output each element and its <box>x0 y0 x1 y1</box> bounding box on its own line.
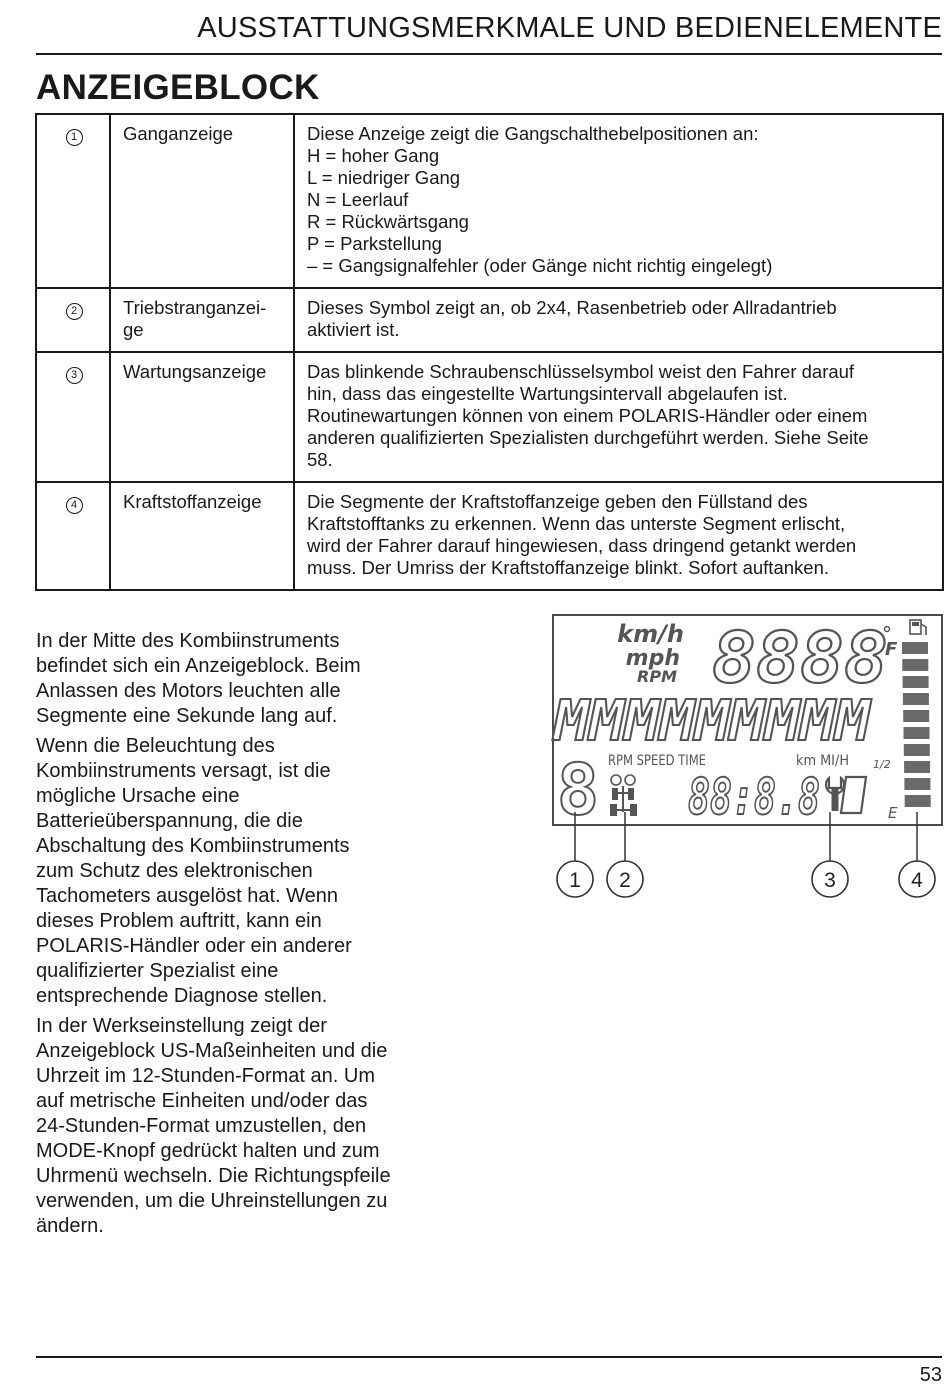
item-description-line: wird der Fahrer darauf hingewiesen, dass dringend getankt werden <box>307 535 857 556</box>
item-name: Kraftstoffanzeige <box>123 491 262 512</box>
body-line: dieses Problem auftritt, kann ein <box>36 910 322 932</box>
callout-number: 1 <box>569 869 581 892</box>
item-description-line: L = niedriger Gang <box>307 167 461 188</box>
body-line: POLARIS-Händler oder ein anderer <box>36 935 352 957</box>
item-description-line: 58. <box>307 449 333 470</box>
mode-labels: RPM SPEED TIME <box>608 753 706 769</box>
body-line: Batterieüberspannung, die die <box>36 810 303 832</box>
item-name: Ganganzeige <box>123 123 234 144</box>
fuel-segment <box>904 761 930 773</box>
section-title: ANZEIGEBLOCK <box>36 68 320 107</box>
item-name: ge <box>123 319 144 340</box>
body-line: Segmente eine Sekunde lang auf. <box>36 705 338 727</box>
body-line: ändern. <box>36 1215 104 1237</box>
item-description-line: Die Segmente der Kraftstoffanzeige geben den Füllstand des <box>307 491 808 512</box>
body-line: mögliche Ursache eine <box>36 785 240 807</box>
fuel-segment <box>903 710 929 722</box>
body-text <box>36 629 446 1244</box>
item-name: Triebstranganzei- <box>123 297 267 318</box>
body-paragraph <box>36 1014 446 1239</box>
fuel-segment <box>902 642 928 654</box>
body-line: auf metrische Einheiten und/oder das <box>36 1090 368 1112</box>
item-number: 1 <box>66 129 83 146</box>
body-line: Anlassen des Motors leuchten alle <box>36 680 341 702</box>
body-line: Wenn die Beleuchtung des <box>36 735 275 757</box>
clock-digits: 88:8.8 <box>688 768 820 826</box>
fuel-segment <box>904 744 930 756</box>
alphanumeric-digits: MMMMMMMMM <box>551 689 873 754</box>
fuel-segment <box>903 676 929 688</box>
fuel-segment <box>904 727 930 739</box>
body-paragraph <box>36 734 446 1009</box>
body-line: zum Schutz des elektronischen <box>36 860 313 882</box>
item-description-line: muss. Der Umriss der Kraftstoffanzeige blinkt. Sofort auftanken. <box>307 557 829 578</box>
body-line: Anzeigeblock US-Maßeinheiten und die <box>36 1040 388 1062</box>
feature-table <box>35 113 944 591</box>
callout-number: 2 <box>619 869 631 892</box>
svg-text:8: 8 <box>556 749 600 831</box>
fuel-segment <box>905 795 931 807</box>
item-number: 3 <box>66 367 83 384</box>
fuel-full-label: F <box>885 639 898 660</box>
table-row <box>36 352 943 482</box>
item-description-line: R = Rückwärtsgang <box>307 211 469 232</box>
top-digits: 8888 <box>712 617 888 699</box>
item-description-line: Kraftstofftanks zu erkennen. Wenn das unterste Segment erlischt, <box>307 513 846 534</box>
item-description-line: anderen qualifizierten Spezialisten durchgeführt werden. Siehe Seite <box>307 427 869 448</box>
fuel-empty-label: E <box>888 804 898 822</box>
fuel-segment <box>904 778 930 790</box>
item-description-line: Dieses Symbol zeigt an, ob 2x4, Rasenbetrieb oder Allradantrieb <box>307 297 837 318</box>
units-small-label: km MI/H <box>796 753 849 769</box>
body-line: MODE-Knopf gedrückt halten und zum <box>36 1140 380 1162</box>
unit-rpm-label: RPM <box>637 667 677 686</box>
item-number: 4 <box>66 497 83 514</box>
footer-rule <box>36 1356 942 1358</box>
fuel-segment <box>902 659 928 671</box>
body-paragraph <box>36 629 446 729</box>
table-row <box>36 114 943 288</box>
instrument-display-figure <box>550 612 945 902</box>
body-line: Uhrzeit im 12-Stunden-Format an. Um <box>36 1065 376 1087</box>
item-description-line: N = Leerlauf <box>307 189 409 210</box>
table-row <box>36 482 943 590</box>
item-description-line: H = hoher Gang <box>307 145 440 166</box>
callout-number: 4 <box>911 869 923 892</box>
fuel-half-label: 1/2 <box>873 758 891 771</box>
item-number: 2 <box>66 303 83 320</box>
table-row <box>36 288 943 352</box>
body-line: befindet sich ein Anzeigeblock. Beim <box>36 655 361 677</box>
item-name: Wartungsanzeige <box>123 361 267 382</box>
item-description-line: – = Gangsignalfehler (oder Gänge nicht richtig eingelegt) <box>307 255 773 276</box>
body-line: In der Werkseinstellung zeigt der <box>36 1015 327 1037</box>
item-description-line: Routinewartungen können von einem POLARIS-Händler oder einem <box>307 405 868 426</box>
item-description-line: Das blinkende Schraubenschlüsselsymbol weist den Fahrer darauf <box>307 361 855 382</box>
page-number: 53 <box>919 1364 942 1386</box>
body-line: Tachometers ausgelöst hat. Wenn <box>36 885 339 907</box>
unit-kmh-label: km/h <box>617 620 684 648</box>
body-line: verwenden, um die Uhreinstellungen zu <box>36 1190 388 1212</box>
item-description-line: P = Parkstellung <box>307 233 442 254</box>
item-description-line: aktiviert ist. <box>307 319 400 340</box>
item-description-line: hin, dass das eingestellte Wartungsintervall abgelaufen ist. <box>307 383 788 404</box>
item-description-line: Diese Anzeige zeigt die Gangschalthebelpositionen an: <box>307 123 759 144</box>
body-line: Kombiinstruments versagt, ist die <box>36 760 331 782</box>
body-line: Uhrmenü wechseln. Die Richtungspfeile <box>36 1165 391 1187</box>
header-rule <box>36 53 942 55</box>
body-line: entsprechende Diagnose stellen. <box>36 985 328 1007</box>
body-line: 24-Stunden-Format umzustellen, den <box>36 1115 367 1137</box>
unit-mph-label: mph <box>625 646 680 671</box>
running-header: AUSSTATTUNGSMERKMALE UND BEDIENELEMENTE <box>197 12 942 44</box>
body-line: qualifizierter Spezialist eine <box>36 960 279 982</box>
callout-number: 3 <box>824 869 836 892</box>
body-line: In der Mitte des Kombiinstruments <box>36 630 340 652</box>
fuel-segment <box>903 693 929 705</box>
body-line: Abschaltung des Kombiinstruments <box>36 835 350 857</box>
instrument-display-illustration <box>550 612 945 902</box>
